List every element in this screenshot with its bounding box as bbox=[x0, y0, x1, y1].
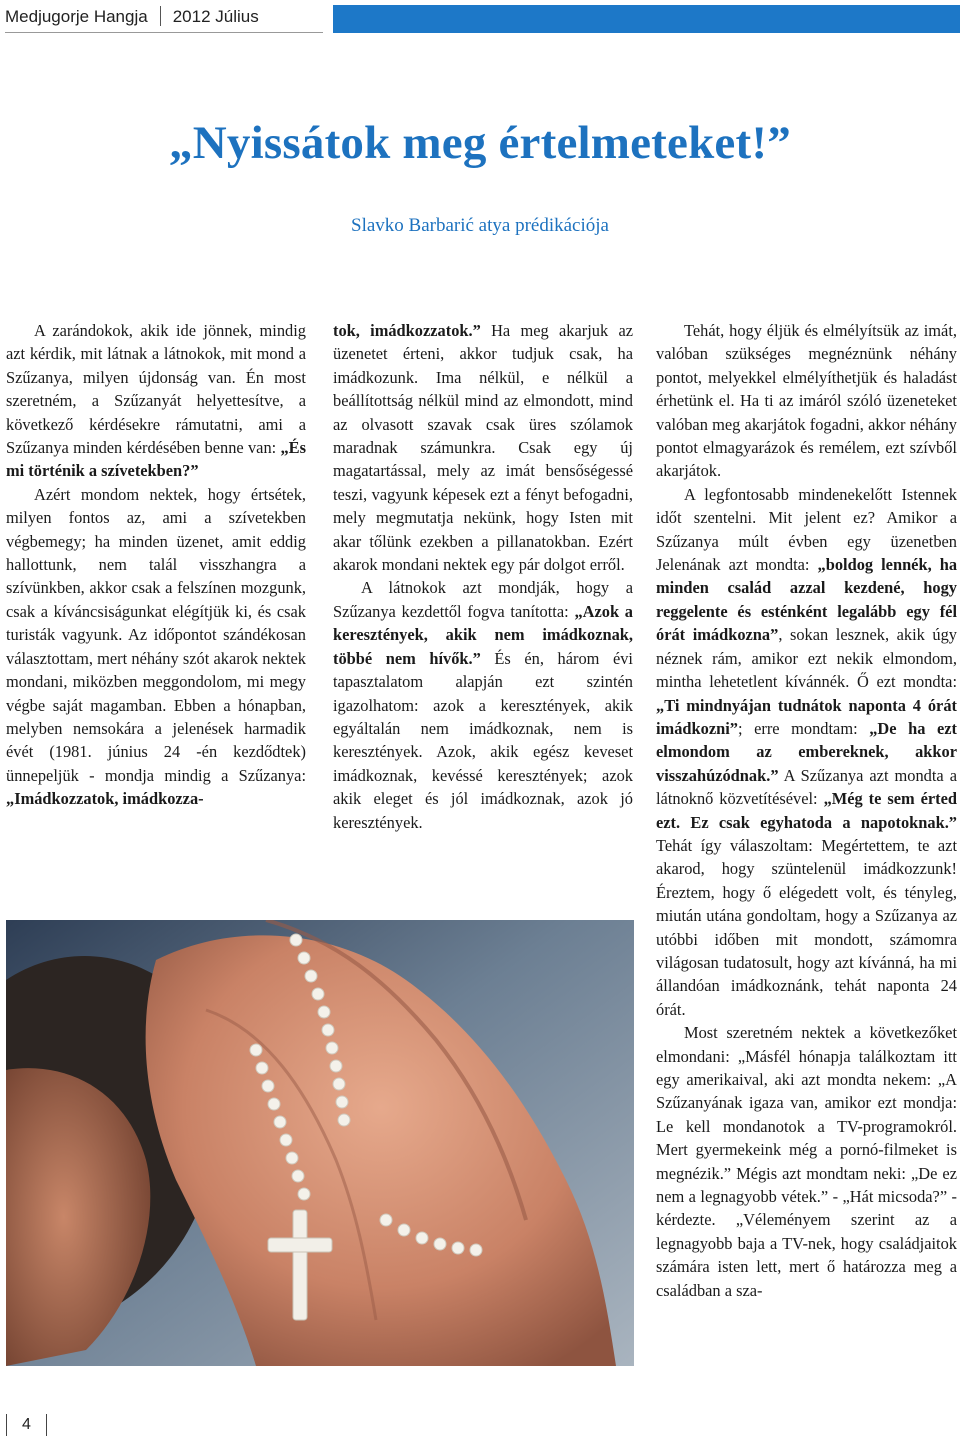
text-run: A legfontosabb mindenekelőtt Istennek időt szentelni. Mit jelent ez? Amikor a Szűzanya múlt évben egy üzenetben Jelenának azt mondta: bbox=[656, 484, 957, 575]
paragraph bbox=[333, 576, 633, 833]
page-header bbox=[0, 0, 960, 32]
photo-illustration bbox=[6, 920, 634, 1366]
header-separator bbox=[160, 6, 161, 26]
text-run: ; erre mondtam: bbox=[737, 718, 870, 738]
issue-date: 2012 Július bbox=[172, 7, 259, 26]
paragraph bbox=[656, 319, 957, 483]
article-subtitle: Slavko Barbarić atya prédikációja bbox=[351, 215, 609, 236]
bold-run: „Azok a keresztények, akik nem imádkoznak, többé nem hívők.” bbox=[333, 601, 633, 668]
running-head bbox=[5, 6, 259, 27]
bold-run: „De ha ezt elmondom az embereknek, akkor visszahúzódnak.” bbox=[656, 718, 958, 785]
text-run: A látnokok azt mondják, hogy a Szűzanya kezdettől fogva tanította: bbox=[333, 578, 633, 621]
text-run: És én, három évi tapasztalatom alapján ezt szintén igazolhatom: azok a keresztények, akik egyáltalán nem imádkoznak, nem is keresztények. Azok, akik egész keveset imádkoznak, kevéssé keresztények; azok akik eleget és jól imádkoznak, azok jó keresztények. bbox=[333, 648, 633, 832]
paragraph bbox=[656, 1021, 957, 1302]
praying-hands-rosary-photo bbox=[6, 920, 634, 1366]
header-rule bbox=[5, 32, 323, 33]
text-column-3 bbox=[656, 319, 957, 1302]
bold-run: „Imádkozzatok, imádkozza- bbox=[6, 789, 204, 809]
paragraph bbox=[656, 483, 957, 1021]
bold-run: „Még te sem érted ezt. Ez csak egyhatoda a napotoknak.” bbox=[656, 789, 958, 832]
text-run: A Szűzanya azt mondta a látnoknő közvetítésével: bbox=[656, 765, 957, 809]
paragraph bbox=[6, 319, 306, 483]
text-column-1 bbox=[6, 319, 306, 811]
header-color-bar bbox=[333, 5, 960, 33]
footer-rule-right bbox=[46, 1414, 47, 1436]
text-run: Azért mondom nektek, hogy értsétek, milyen fontos az, ami a szívetekben végbemegy; ha minden üzenet, amit eddig hallottunk, nem talál visszhangra a szívünkben, akkor csak a felszínen mozgunk, csak a kíváncsiságunkat elégítjük ki, és csak turisták vagyunk. Az időpontot szándékosan választottam, mert néhány szót akarok nektek mondani, miközben meggondolom, mi megy végbe saját magamban. Ebben a hónapban, melyben nemsokára a jelenések harmadik évét (1981. június 24 -én kezdődtek) ünnepeljük - mondja mindig a Szűzanya: bbox=[6, 484, 306, 785]
page-number: 4 bbox=[22, 1416, 31, 1433]
text-run: A zarándokok, akik ide jönnek, mindig azt kérdik, mit látnak a látnokok, mit mond a Szűzanya, milyen újdonság van. Én most szeretném, a Szűzanyát helyettesítve, a következő kérdésekre rámutatni, ami a Szűzanya minden kérdésében benne van: bbox=[6, 321, 306, 458]
text-run: Most szeretném nektek a következőket elmondani: „Másfél hónapja találkoztam itt egy amerikaival, aki azt mondta nekem: „A Szűzanyának igaza van, amikor ezt mondja: Le kell mondanotok a TV-programokról. Mert gyermekeink még a pornó-filmeket is megnézik.” Mégis azt mondtam neki: „De ez nem a legnagyobb vétek.” - „Hát micsoda?” - kérdezte. „Véleményem szerint az a legnagyobb baja a TV-nek, hogy családjaitok számára isten lett, mert ő határozza meg a családban a sza- bbox=[656, 1023, 957, 1300]
paragraph bbox=[333, 319, 633, 576]
publication-name: Medjugorje Hangja bbox=[5, 7, 148, 26]
text-run: , sokan lesznek, akik úgy néznek rám, amikor ezt nekik elmondom, mintha lehetetlent kívánnék. Ő ezt mondta: bbox=[656, 625, 957, 692]
text-run: Ha meg akarjuk az üzenetet érteni, akkor tudjuk csak, ha imádkozunk. Ima nélkül, e nélkül a beállítottság nélkül mind az elmondott, mind az olvasott szavak csak üres szólamok maradnak számunkra. Csak egy új magatartással, mely az imát bensőségessé teszi, vagyunk képesek ezt a fényt befogadni, mely megmutatja nekünk, hogy Isten mit akar tőlünk ezekben a pillanatokban. Ezért akarok mondani nektek egy pár dolgot erről. bbox=[333, 321, 633, 575]
bold-run: „Ti mindnyájan tudnátok naponta 4 órát imádkozni” bbox=[656, 695, 957, 738]
text-run: Tehát így válaszoltam: Megértettem, te azt akarod, hogy szüntelenül imádkozzunk! Éreztem, hogy ő elégedett volt, és tényleg, miután utána gondoltam, hogy a Szűzanya az utóbbi időben mit mondott, számomra világosan tudatosult, hogy azt kívánná, ha mi állandóan imádkoznánk, tehát naponta 24 órát. bbox=[656, 835, 957, 1019]
text-column-2 bbox=[333, 319, 633, 834]
text-run: Tehát, hogy éljük és elmélyítsük az imát, valóban szükséges megnéznünk néhány pontot, melyekkel elmélyíthetjük és haladást érhetünk el. Ha ti az imáról szóló üzeneteket valóban meg akarjátok fogadni, akkor néhány pontot elmagyarázok és remélem, ezt szívből akarjátok. bbox=[656, 321, 957, 481]
paragraph bbox=[6, 483, 306, 811]
bold-run: „És mi történik a szívetekben?” bbox=[6, 438, 306, 481]
footer-rule-left bbox=[6, 1414, 7, 1436]
article-title: „Nyissátok meg értelmeteket!” bbox=[169, 117, 791, 169]
bold-run: „boldog lennék, ha minden család azzal kezdené, hogy reggelente és esténként legalább egy fél órát imádkozna” bbox=[656, 555, 958, 645]
bold-run: tok, imádkozzatok.” bbox=[333, 321, 481, 340]
